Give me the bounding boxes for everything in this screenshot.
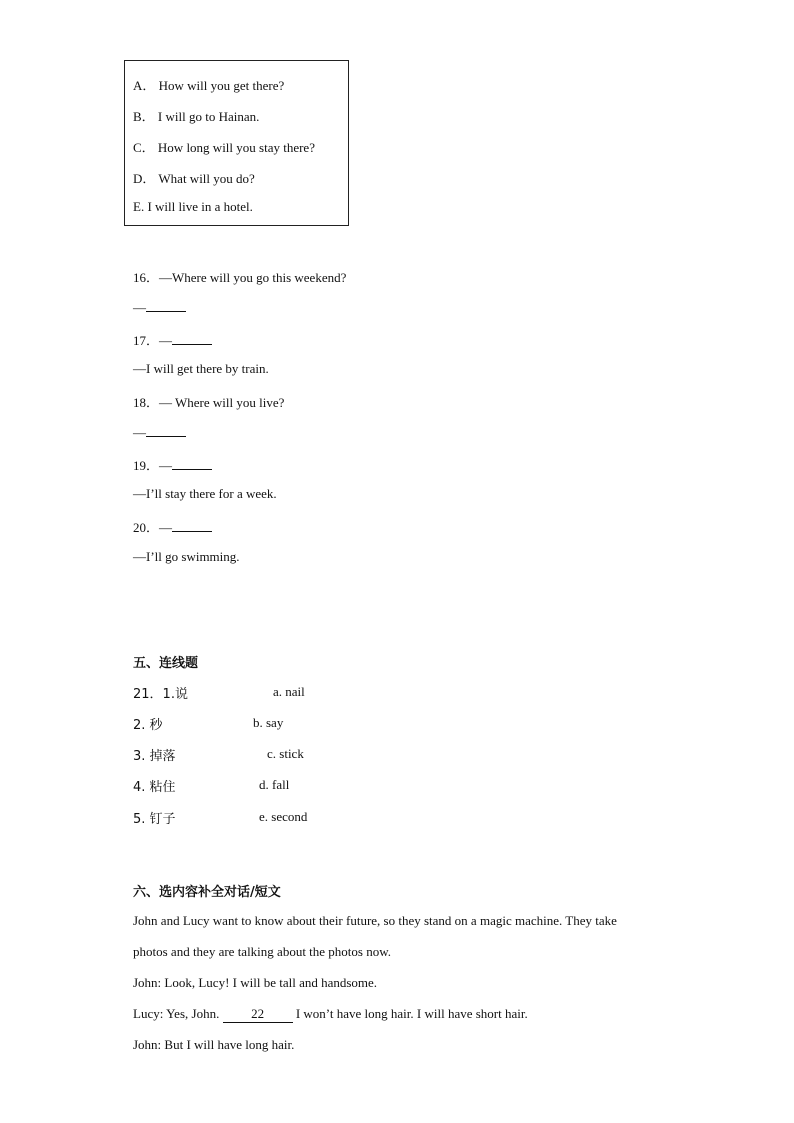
option-a: A． How will you get there? (133, 78, 285, 93)
q19-prompt: 19．— (133, 455, 212, 474)
match-left-2: 2. 秒 (133, 718, 163, 733)
q19-answer: —I’ll stay there for a week. (133, 486, 277, 501)
passage-line-3: John: Look, Lucy! I will be tall and handsome. (133, 975, 378, 990)
passage-line-1: John and Lucy want to know about their future, so they stand on a magic machine. They take (133, 913, 617, 928)
match-right-e: e. second (259, 809, 308, 824)
passage-line-5: John: But I will have long hair. (133, 1037, 295, 1052)
match-left-1: 21．1.说 (133, 687, 188, 702)
section6-title: 六、选内容补全对话/短文 (133, 885, 281, 900)
match-right-c: c. stick (267, 746, 304, 761)
q16-blank[interactable] (146, 299, 186, 312)
options-box (124, 60, 349, 226)
option-c: C． How long will you stay there? (133, 140, 315, 155)
q17-prompt: 17．— (133, 330, 212, 349)
section5-title: 五、连线题 (133, 656, 199, 671)
q18-blank[interactable] (146, 424, 186, 437)
q17-answer: —I will get there by train. (133, 361, 269, 376)
q17-blank[interactable] (172, 332, 212, 345)
q16-prompt: 16．—Where will you go this weekend? (133, 270, 347, 285)
q20-prompt: 20．— (133, 517, 212, 536)
q20-blank[interactable] (172, 519, 212, 532)
option-d: D． What will you do? (133, 171, 255, 186)
q18-prompt: 18．— Where will you live? (133, 395, 285, 410)
match-left-4: 4. 粘住 (133, 780, 176, 795)
match-right-b: b. say (253, 715, 284, 730)
passage-line-2: photos and they are talking about the photos now. (133, 944, 392, 959)
match-left-3: 3. 掉落 (133, 749, 176, 764)
match-left-5: 5. 钉子 (133, 812, 176, 827)
blank-22[interactable]: 22 (223, 1006, 293, 1023)
option-b: B． I will go to Hainan. (133, 109, 260, 124)
option-e: E. I will live in a hotel. (133, 199, 253, 214)
q19-blank[interactable] (172, 457, 212, 470)
q16-answer: — (133, 299, 186, 316)
passage-line-4: Lucy: Yes, John. 22 I won’t have long hair. I will have short hair. (133, 1006, 528, 1021)
match-right-a: a. nail (273, 684, 305, 699)
q18-answer: — (133, 424, 186, 441)
q20-answer: —I’ll go swimming. (133, 549, 240, 564)
match-right-d: d. fall (259, 777, 290, 792)
